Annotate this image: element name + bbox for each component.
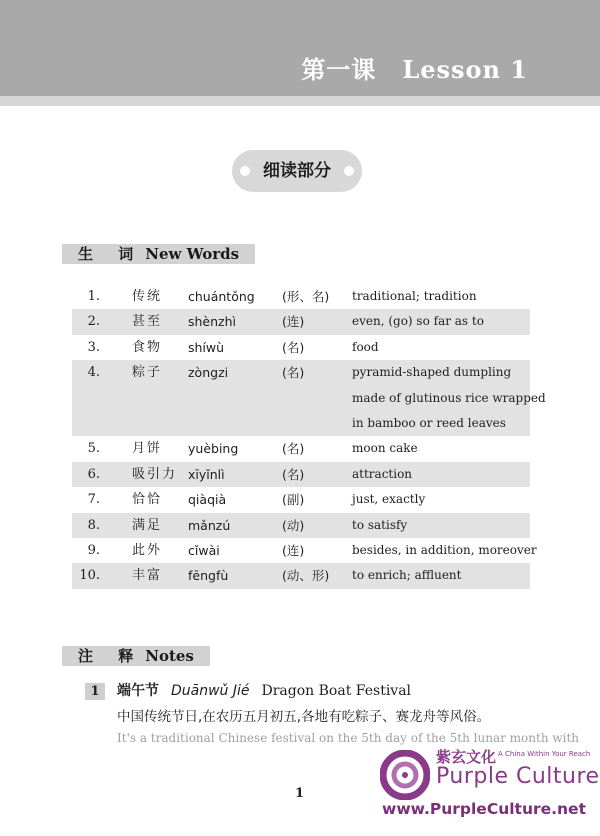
notes-heading-cn: 注 释: [78, 647, 144, 665]
vocab-row: [72, 360, 530, 385]
note-heading: [117, 680, 411, 700]
vocab-pinyin: fēngfù: [188, 568, 229, 584]
vocab-part-of-speech: (副): [282, 492, 305, 508]
vocab-number: 4.: [87, 365, 100, 381]
vocab-part-of-speech: (连): [282, 314, 305, 330]
vocab-part-of-speech: (动、形): [282, 568, 330, 584]
new-words-heading-cn: 生 词: [78, 245, 144, 263]
vocab-number: 6.: [87, 466, 100, 482]
new-words-heading: [78, 243, 239, 264]
notes-heading: [78, 645, 194, 666]
watermark: [380, 744, 600, 824]
vocab-row: [72, 386, 546, 411]
vocab-part-of-speech: (名): [282, 466, 305, 482]
lesson-title-cn: 第一课: [301, 55, 377, 84]
vocab-hanzi: 吸引力: [132, 466, 178, 482]
vocab-row: [72, 462, 530, 487]
vocab-hanzi: 丰富: [132, 568, 163, 584]
note-text-en: It's a traditional Chinese festival on the 5th day of the 5th lunar month with: [117, 731, 580, 745]
vocab-number: 5.: [87, 441, 100, 457]
vocab-pinyin: yuèbing: [188, 441, 239, 457]
vocab-definition: even, (go) so far as to: [352, 314, 484, 329]
vocab-definition: pyramid-shaped dumpling: [352, 365, 512, 380]
vocab-hanzi: 传统: [132, 289, 163, 304]
vocab-part-of-speech: (名): [282, 365, 305, 381]
vocab-pinyin: shènzhì: [188, 314, 237, 330]
watermark-cn: 紫玄文化: [436, 748, 497, 766]
watermark-url: www.PurpleCulture.net: [382, 800, 586, 818]
vocab-number: 8.: [87, 517, 100, 533]
section-pill: [232, 150, 362, 192]
vocab-pinyin: qiàqià: [188, 492, 227, 508]
lesson-title-en: Lesson 1: [402, 55, 528, 84]
vocab-definition: food: [352, 339, 379, 354]
vocab-part-of-speech: (名): [282, 441, 305, 457]
vocab-hanzi: 粽子: [132, 365, 163, 381]
page-number: 1: [295, 786, 305, 801]
notes-heading-en: Notes: [145, 647, 194, 665]
vocab-definition: moon cake: [352, 441, 418, 456]
purple-culture-logo-icon: [380, 750, 430, 800]
vocab-definition: to satisfy: [352, 517, 408, 532]
vocab-part-of-speech: (形、名): [282, 289, 330, 304]
vocab-pinyin: xīyǐnlì: [188, 466, 225, 482]
vocab-row: [72, 436, 530, 461]
new-words-heading-en: New Words: [145, 245, 240, 263]
note-index-box: 1: [85, 683, 105, 700]
watermark-tagline: A China Within Your Reach: [498, 750, 591, 758]
vocab-row: [72, 487, 530, 512]
note-term-cn: 端午节: [117, 683, 159, 699]
watermark-name: Purple Culture: [436, 764, 600, 789]
header-band-shadow: [0, 96, 600, 106]
vocab-part-of-speech: (动): [282, 517, 305, 533]
vocab-row: [72, 538, 537, 563]
vocab-number: 10.: [79, 568, 100, 584]
vocab-row: [72, 335, 530, 360]
vocab-row: [72, 563, 530, 588]
vocab-pinyin: shíwù: [188, 339, 225, 355]
vocab-part-of-speech: (名): [282, 339, 305, 355]
vocab-hanzi: 月饼: [132, 441, 163, 457]
vocab-hanzi: 食物: [132, 339, 163, 355]
vocab-pinyin: zòngzi: [188, 365, 229, 381]
vocab-row: [72, 309, 530, 334]
vocab-definition: in bamboo or reed leaves: [352, 415, 506, 430]
vocab-definition: besides, in addition, moreover: [352, 542, 537, 557]
vocab-hanzi: 甚至: [132, 314, 163, 330]
vocab-hanzi: 恰恰: [132, 492, 163, 508]
note-term-pinyin: Duānwǔ Jié: [171, 683, 250, 699]
vocab-pinyin: cǐwài: [188, 542, 220, 558]
vocab-number: 7.: [87, 492, 100, 508]
vocab-hanzi: 此外: [132, 542, 163, 558]
vocab-definition: to enrich; affluent: [352, 568, 462, 583]
vocab-definition: attraction: [352, 466, 413, 481]
vocab-number: 3.: [87, 339, 100, 355]
vocab-row: [72, 513, 530, 538]
vocab-pinyin: mǎnzú: [188, 517, 231, 533]
vocab-number: 9.: [87, 542, 100, 558]
lesson-title: [301, 50, 528, 85]
vocab-row: [72, 284, 530, 309]
vocab-pinyin: chuántǒng: [188, 289, 255, 304]
vocabulary-table: [72, 284, 546, 589]
vocab-definition: traditional; tradition: [352, 289, 477, 303]
vocab-row: [72, 411, 530, 436]
vocab-number: 1.: [87, 289, 100, 304]
vocab-hanzi: 满足: [132, 517, 163, 533]
note-term-en: Dragon Boat Festival: [261, 683, 412, 699]
vocab-number: 2.: [87, 314, 100, 330]
vocab-part-of-speech: (连): [282, 542, 305, 558]
section-title: 细读部分: [263, 161, 331, 181]
vocab-definition: just, exactly: [352, 492, 426, 507]
note-text-cn: 中国传统节日,在农历五月初五,各地有吃粽子、赛龙舟等风俗。: [117, 709, 491, 725]
vocab-definition: made of glutinous rice wrapped: [352, 390, 546, 405]
